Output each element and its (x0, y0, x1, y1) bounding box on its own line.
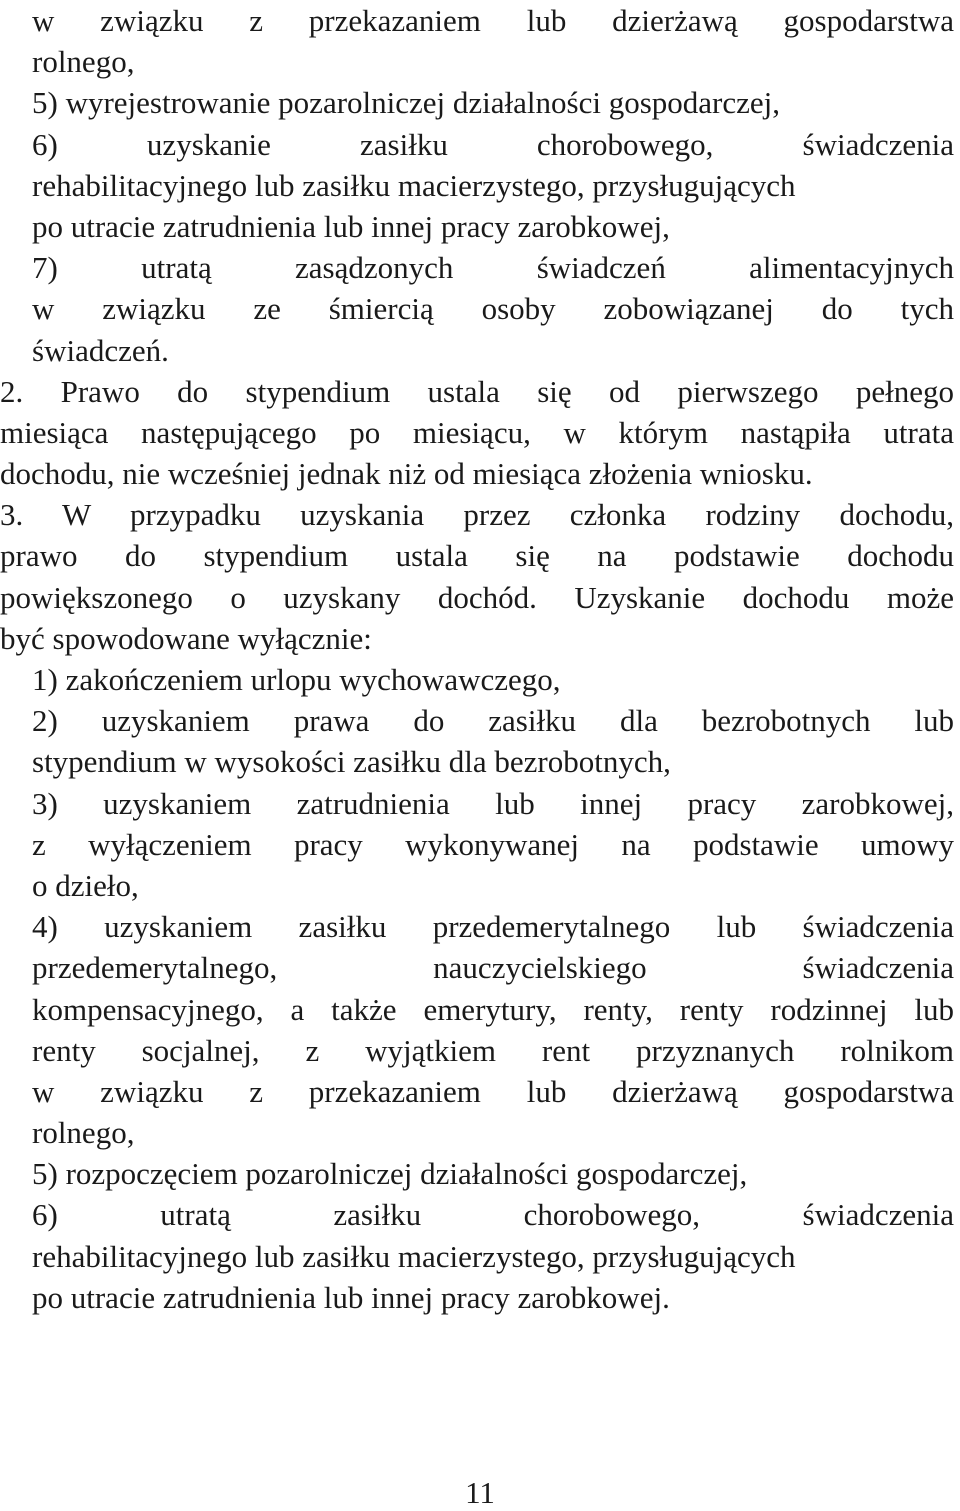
text-line: w związku z przekazaniem lub dzierżawą gospodarstwa (32, 1073, 954, 1109)
text-line: 4) uzyskaniem zasiłku przedemerytalnego lub świadczenia (32, 909, 954, 945)
text-line: 1) zakończeniem urlopu wychowawczego, (32, 662, 561, 697)
text-line: miesiąca następującego po miesiącu, w którym nastąpiła utrata (0, 414, 954, 450)
text-line: 2. Prawo do stypendium ustala się od pierwszego pełnego (0, 373, 954, 409)
text-line: 5) wyrejestrowanie pozarolniczej działalności gospodarczej, (32, 85, 780, 121)
text-line: prawo do stypendium ustala się na podstawie dochodu (0, 538, 954, 574)
text-line: po utracie zatrudnienia lub innej pracy zarobkowej. (32, 1279, 670, 1315)
text-line: świadczeń. (32, 332, 169, 368)
text-line: rehabilitacyjnego lub zasiłku macierzystego, przysługujących (32, 1238, 796, 1274)
text-line: 3. W przypadku uzyskania przez członka rodziny dochodu, (0, 497, 954, 533)
text-line: rolnego, (32, 1115, 135, 1151)
text-line: kompensacyjnego, a także emerytury, renty, renty rodzinnej lub (32, 991, 954, 1027)
text-line: 6) utratą zasiłku chorobowego, świadczenia (32, 1197, 954, 1233)
text-line: po utracie zatrudnienia lub innej pracy zarobkowej, (32, 208, 670, 244)
text-line: renty socjalnej, z wyjątkiem rent przyznanych rolnikom (32, 1032, 954, 1068)
text-line: przedemerytalnego, nauczycielskiego świadczenia (32, 950, 954, 986)
text-line: dochodu, nie wcześniej jednak niż od miesiąca złożenia wniosku. (0, 456, 813, 492)
text-line: być spowodowane wyłącznie: (0, 620, 372, 656)
text-line: stypendium w wysokości zasiłku dla bezrobotnych, (32, 744, 671, 780)
text-line: 6) uzyskanie zasiłku chorobowego, świadczenia (32, 126, 954, 162)
text-line: w związku ze śmiercią osoby zobowiązanej do tych (32, 291, 954, 327)
text-line: z wyłączeniem pracy wykonywanej na podstawie umowy (32, 826, 954, 862)
page-number: 11 (465, 1475, 495, 1510)
text-line: 5) rozpoczęciem pozarolniczej działalności gospodarczej, (32, 1156, 748, 1192)
text-line: rehabilitacyjnego lub zasiłku macierzystego, przysługujących (32, 167, 796, 203)
text-line: 2) uzyskaniem prawa do zasiłku dla bezrobotnych lub (32, 703, 954, 739)
text-line: 3) uzyskaniem zatrudnienia lub innej pracy zarobkowej, (32, 785, 954, 821)
text-line: 7) utratą zasądzonych świadczeń alimentacyjnych (32, 250, 954, 286)
text-line: powiększonego o uzyskany dochód. Uzyskanie dochodu może (0, 579, 954, 615)
text-line: w związku z przekazaniem lub dzierżawą gospodarstwa (32, 3, 954, 38)
text-line: rolnego, (32, 44, 135, 80)
text-line: o dzieło, (32, 867, 139, 903)
